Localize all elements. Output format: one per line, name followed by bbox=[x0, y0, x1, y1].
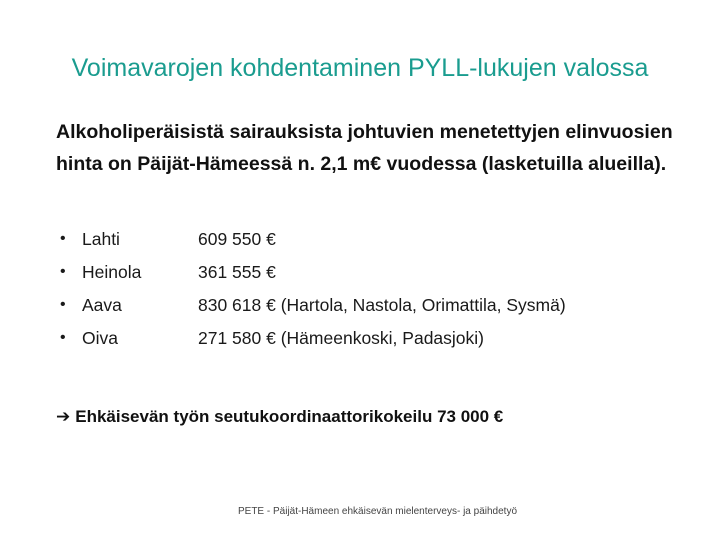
list-item-heinola bbox=[60, 258, 700, 291]
bullet-icon: • bbox=[60, 296, 66, 313]
conclusion-note bbox=[56, 404, 503, 430]
place-name: Oiva bbox=[82, 328, 118, 348]
list-item-oiva bbox=[60, 324, 700, 357]
list-item-lahti bbox=[60, 225, 700, 258]
bullet-icon: • bbox=[60, 329, 66, 346]
bullet-icon: • bbox=[60, 263, 66, 280]
bullet-icon: • bbox=[60, 230, 66, 247]
amount-list bbox=[60, 225, 700, 357]
amount-value: 830 618 € (Hartola, Nastola, Orimattila, Sysmä) bbox=[198, 295, 566, 315]
amount-value: 271 580 € (Hämeenkoski, Padasjoki) bbox=[198, 328, 484, 348]
amount-value: 609 550 € bbox=[198, 229, 276, 249]
place-name: Aava bbox=[82, 295, 122, 315]
arrow-right-icon: ➔ bbox=[56, 407, 71, 426]
slide-title: Voimavarojen kohdentaminen PYLL-lukujen valossa bbox=[71, 54, 649, 82]
amount-value: 361 555 € bbox=[198, 262, 276, 282]
intro-text: Alkoholiperäisistä sairauksista johtuvien menetettyjen elinvuosien hinta on Päijät-Hämeessä n. 2,1 m€ vuodessa (lasketuilla alueilla). bbox=[56, 121, 673, 175]
place-name: Lahti bbox=[82, 229, 120, 249]
conclusion-text: Ehkäisevän työn seutukoordinaattorikokeilu 73 000 € bbox=[75, 407, 504, 426]
footer-text: PETE - Päijät-Hämeen ehkäisevän mielenterveys- ja päihdetyö bbox=[237, 506, 518, 517]
list-item-aava bbox=[60, 291, 700, 324]
place-name: Heinola bbox=[82, 262, 142, 282]
